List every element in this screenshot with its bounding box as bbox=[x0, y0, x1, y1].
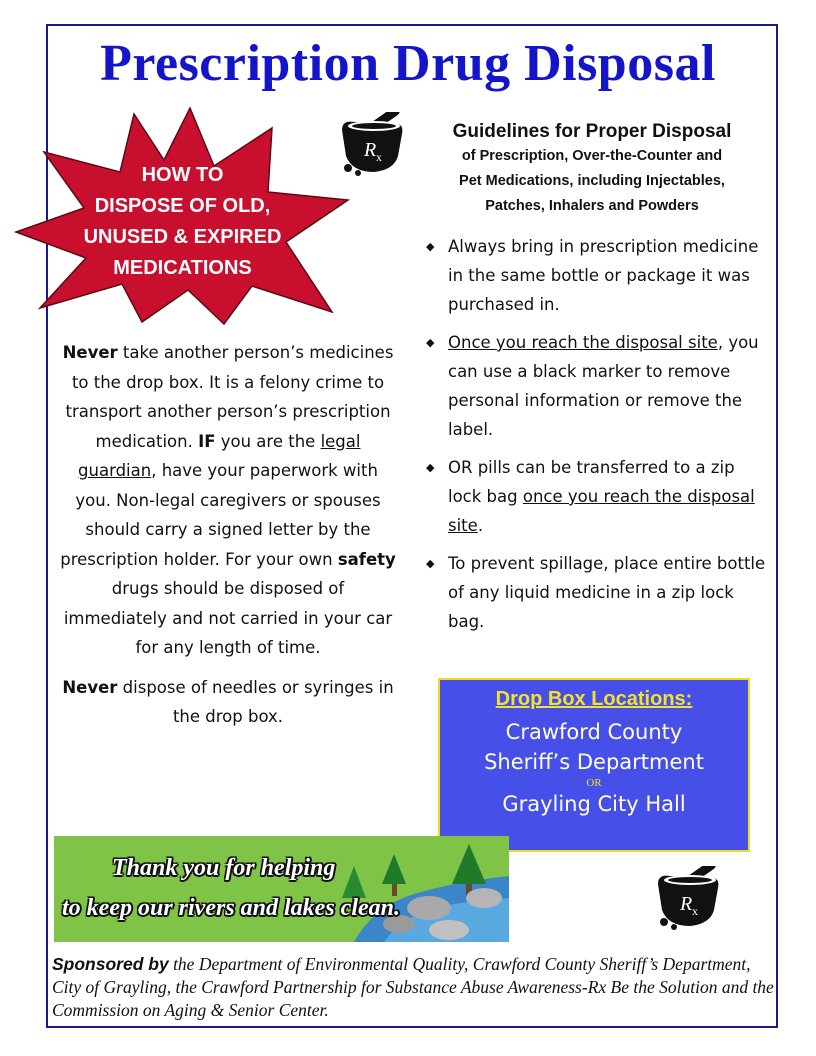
paragraph-text: drugs should be disposed of immediately and not carried in your car for any length of time. bbox=[63, 579, 393, 657]
list-item bbox=[420, 232, 770, 319]
left-column-text bbox=[58, 338, 398, 742]
location-line: Crawford County bbox=[505, 720, 683, 744]
bullet-text: OR pills can be transferred to a zip lock bag bbox=[448, 458, 735, 506]
bullet-icon: ◆ bbox=[426, 461, 435, 474]
sponsor-body: the Department of Environmental Quality, Crawford County Sheriff’s Department, City of Grayling, the Crawford Partnership for Substance Abuse Awareness-Rx Be the Solution and the Commission on Aging & Senior Center. bbox=[52, 954, 774, 1020]
paragraph-text: , have your paperwork with you. Non-legal caregivers or spouses should carry a signed letter by the prescription holder. For your own bbox=[60, 461, 381, 569]
location-line: Grayling City Hall bbox=[502, 792, 686, 816]
guidelines-title: Guidelines for Proper Disposal bbox=[452, 121, 732, 142]
svg-text:R: R bbox=[364, 139, 377, 161]
svg-text:x: x bbox=[376, 150, 382, 164]
guidelines-heading bbox=[426, 120, 758, 219]
bullet-icon: ◆ bbox=[426, 557, 435, 570]
bullet-underlined: Once you reach the disposal site bbox=[448, 333, 718, 352]
guidelines-list bbox=[420, 232, 770, 645]
emphasis-legal-guardian: legal guardian bbox=[78, 431, 361, 480]
drop-box-heading: Drop Box Locations: bbox=[495, 688, 693, 710]
banner-line: to keep our rivers and lakes clean. bbox=[62, 895, 400, 921]
guidelines-subtitle-line: Pet Medications, including Injectables, bbox=[459, 173, 725, 189]
banner-text bbox=[62, 848, 400, 928]
paragraph-text: take another person’s medicines to the drop box. It is a felony crime to transport another person’s prescription medication. bbox=[65, 343, 394, 451]
list-item bbox=[420, 549, 770, 636]
sponsor-lead: Sponsored by bbox=[52, 954, 169, 974]
bullet-text: . bbox=[477, 516, 484, 535]
bullet-text: , you can use a black marker to remove personal information or remove the label. bbox=[448, 333, 759, 439]
svg-text:R: R bbox=[680, 893, 693, 915]
emphasis-never: Never bbox=[62, 677, 118, 697]
warning-paragraph bbox=[58, 338, 398, 663]
starburst-text bbox=[70, 160, 295, 284]
drop-box-locations bbox=[438, 678, 750, 852]
bullet-icon: ◆ bbox=[426, 336, 435, 349]
needles-paragraph bbox=[58, 673, 398, 732]
bullet-icon: ◆ bbox=[426, 240, 435, 253]
list-item bbox=[420, 328, 770, 444]
list-item bbox=[420, 453, 770, 540]
or-separator: OR bbox=[586, 777, 602, 789]
starburst-line: DISPOSE OF OLD, bbox=[94, 195, 271, 217]
banner-line: Thank you for helping bbox=[112, 855, 336, 881]
paragraph-text: dispose of needles or syringes in the drop box. bbox=[117, 677, 394, 726]
starburst-line: UNUSED & EXPIRED bbox=[83, 226, 282, 248]
bullet-text: To prevent spillage, place entire bottle of any liquid medicine in a zip lock bag. bbox=[448, 554, 766, 631]
starburst-line: HOW TO bbox=[141, 164, 224, 186]
paragraph-text: you are the bbox=[215, 431, 321, 451]
rx-mortar-pestle-icon bbox=[338, 112, 410, 176]
emphasis-never: Never bbox=[62, 343, 118, 362]
emphasis-if: IF bbox=[198, 431, 216, 451]
bullet-underlined: once you reach the disposal site bbox=[448, 487, 755, 535]
svg-text:x: x bbox=[692, 904, 698, 918]
location-line: Sheriff’s Department bbox=[484, 750, 704, 774]
guidelines-subtitle-line: of Prescription, Over-the-Counter and bbox=[461, 148, 723, 164]
starburst-line: MEDICATIONS bbox=[113, 257, 252, 279]
bullet-text: Always bring in prescription medicine in the same bottle or package it was purchased in. bbox=[448, 237, 759, 314]
sponsor-text bbox=[52, 953, 782, 1022]
rx-mortar-pestle-icon bbox=[654, 866, 726, 930]
page-title: Prescription Drug Disposal bbox=[100, 35, 716, 92]
emphasis-safety: safety bbox=[337, 549, 396, 569]
guidelines-subtitle-line: Patches, Inhalers and Powders bbox=[485, 198, 699, 214]
